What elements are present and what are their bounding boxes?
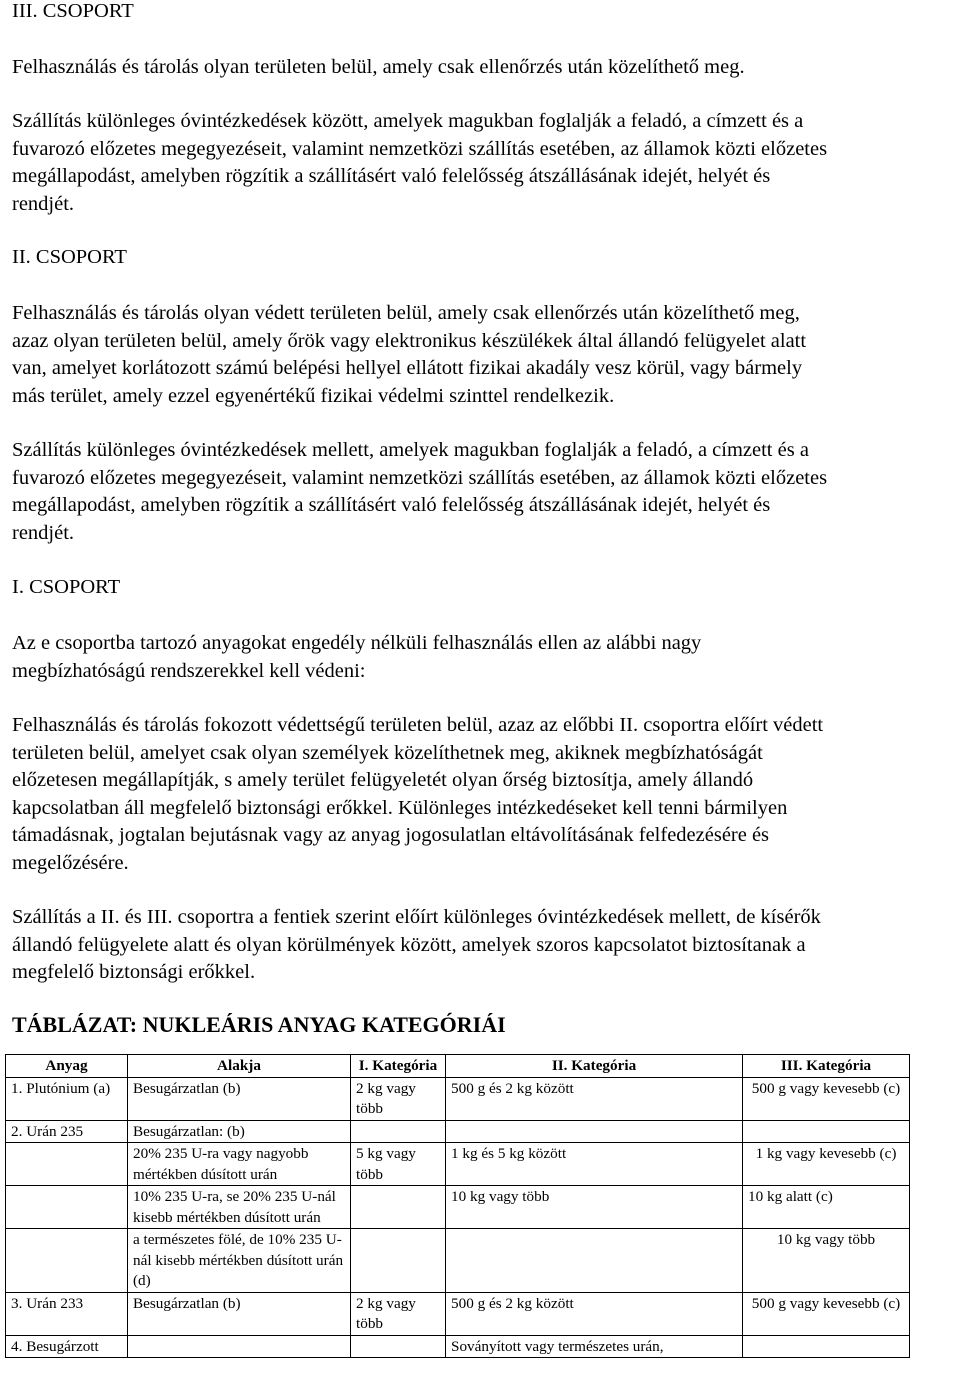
table-cell: Besugárzatlan: (b) <box>128 1120 351 1143</box>
table-cell <box>446 1120 743 1143</box>
table-cell: Besugárzatlan (b) <box>128 1292 351 1335</box>
text-line: területen belül, amelyet csak olyan személyek közelíthetnek meg, akiknek megbízhatóságát <box>12 741 763 764</box>
nuclear-material-category-table <box>5 1054 910 1358</box>
text-line: Felhasználás és tárolás olyan védett területen belül, amely csak ellenőrzés után közelíthető meg, <box>12 302 800 324</box>
text-line: megbízhatóságú rendszerekkel kell védeni: <box>12 659 366 682</box>
table-cell <box>351 1229 446 1293</box>
table-row <box>6 1335 910 1358</box>
table-row <box>6 1077 910 1120</box>
table-cell: 10 kg alatt (c) <box>743 1186 910 1229</box>
table-cell: Besugárzatlan (b) <box>128 1077 351 1120</box>
text-line: Szállítás különleges óvintézkedések között, amelyek magukban foglalják a feladó, a címzett és a <box>12 110 804 132</box>
group1-intro-paragraph <box>12 630 958 685</box>
table-cell: 10 kg vagy több <box>446 1186 743 1229</box>
table-cell <box>351 1335 446 1358</box>
table-cell: 500 g vagy kevesebb (c) <box>743 1292 910 1335</box>
group3-use-paragraph: Felhasználás és tárolás olyan területen belül, amely csak ellenőrzés után közelíthető meg. <box>12 56 745 78</box>
text-line: más terület, amely ezzel egyenértékű fizikai védelmi szinttel rendelkezik. <box>12 384 615 407</box>
table-cell: 5 kg vagy több <box>351 1143 446 1186</box>
table-cell <box>351 1120 446 1143</box>
table-row <box>6 1143 910 1186</box>
text-line: Szállítás a II. és III. csoportra a fentiek szerint előírt különleges óvintézkedések mellett, de kísérők <box>12 906 821 928</box>
group1-transport-paragraph <box>12 904 958 987</box>
table-cell: 2 kg vagy több <box>351 1077 446 1120</box>
table-cell: 4. Besugárzott <box>6 1335 128 1358</box>
table-cell <box>6 1229 128 1293</box>
text-line: azaz olyan területen belül, amely őrök vagy elektronikus készülékek által állandó felügyelet alatt <box>12 329 807 352</box>
table-cell: 1 kg és 5 kg között <box>446 1143 743 1186</box>
text-line: Az e csoportba tartozó anyagokat engedély nélküli felhasználás ellen az alábbi nagy <box>12 632 702 654</box>
header-form: Alakja <box>128 1055 351 1078</box>
table-cell: 3. Urán 233 <box>6 1292 128 1335</box>
text-line: fuvarozó előzetes megegyezéseit, valamint nemzetközi szállítás esetében, az államok közti előzetes <box>12 137 828 160</box>
text-line: megállapodást, amelyben rögzítik a szállításért való felelősség átszállásának idejét, helyét és <box>12 165 771 187</box>
text-line: rendjét. <box>12 521 75 544</box>
table-cell: 2 kg vagy több <box>351 1292 446 1335</box>
text-line: kapcsolatban áll megfelelő biztonsági erőkkel. Különleges intézkedéseket kell tenni bármilyen <box>12 796 788 819</box>
table-cell <box>351 1186 446 1229</box>
group3-transport-paragraph <box>12 108 958 218</box>
group1-use-paragraph <box>12 712 958 877</box>
table-cell: 1 kg vagy kevesebb (c) <box>743 1143 910 1186</box>
table-row <box>6 1120 910 1143</box>
table-cell: 1. Plutónium (a) <box>6 1077 128 1120</box>
table-cell: a természetes fölé, de 10% 235 U-nál kisebb mértékben dúsított urán (d) <box>128 1229 351 1293</box>
section-heading-2: II. CSOPORT <box>12 246 127 268</box>
table-cell: 2. Urán 235 <box>6 1120 128 1143</box>
table-cell <box>6 1186 128 1229</box>
table-title: TÁBLÁZAT: NUKLEÁRIS ANYAG KATEGÓRIÁI <box>12 1012 506 1037</box>
table-cell: 500 g és 2 kg között <box>446 1077 743 1120</box>
table-cell: Soványított vagy természetes urán, <box>446 1335 743 1358</box>
table-row <box>6 1186 910 1229</box>
group2-use-paragraph <box>12 300 958 410</box>
text-line: rendjét. <box>12 192 75 215</box>
table-cell <box>6 1143 128 1186</box>
table-cell <box>743 1335 910 1358</box>
table-row <box>6 1292 910 1335</box>
header-category-3: III. Kategória <box>743 1055 910 1078</box>
text-line: támadásnak, jogtalan bejutásnak vagy az anyag jogosulatlan eltávolításának felfedezésére és <box>12 824 770 846</box>
text-line: van, amelyet korlátozott számú belépési hellyel ellátott fizikai akadály vesz körül, vagy bármely <box>12 357 803 379</box>
text-line: megelőzésére. <box>12 851 129 874</box>
header-material: Anyag <box>6 1055 128 1078</box>
header-category-2: II. Kategória <box>446 1055 743 1078</box>
text-line: Szállítás különleges óvintézkedések mellett, amelyek magukban foglalják a feladó, a címzett és a <box>12 439 809 461</box>
table-cell: 20% 235 U-ra vagy nagyobb mértékben dúsított urán <box>128 1143 351 1186</box>
table-cell: 500 g és 2 kg között <box>446 1292 743 1335</box>
table-cell: 10 kg vagy több <box>743 1229 910 1293</box>
table-cell: 500 g vagy kevesebb (c) <box>743 1077 910 1120</box>
table-cell: 10% 235 U-ra, se 20% 235 U-nál kisebb mértékben dúsított urán <box>128 1186 351 1229</box>
table-row <box>6 1229 910 1293</box>
text-line: Felhasználás és tárolás fokozott védettségű területen belül, azaz az előbbi II. csoportra előírt védett <box>12 714 824 736</box>
text-line: állandó felügyelete alatt és olyan körülmények között, amelyek szoros kapcsolatot biztosítanak a <box>12 933 806 956</box>
text-line: megállapodást, amelyben rögzítik a szállításért való felelősség átszállásának idejét, helyét és <box>12 494 771 516</box>
text-line: fuvarozó előzetes megegyezéseit, valamint nemzetközi szállítás esetében, az államok közti előzetes <box>12 466 828 489</box>
section-heading-3: III. CSOPORT <box>12 0 134 22</box>
table-cell <box>446 1229 743 1293</box>
table-cell <box>743 1120 910 1143</box>
table-header-row <box>6 1055 910 1078</box>
text-line: megfelelő biztonsági erőkkel. <box>12 961 256 983</box>
group2-transport-paragraph <box>12 437 958 547</box>
text-line: előzetesen megállapítják, s amely terület felügyeletét olyan őrség biztosítja, amely állandó <box>12 769 754 791</box>
section-heading-1: I. CSOPORT <box>12 576 121 598</box>
table-cell <box>128 1335 351 1358</box>
header-category-1: I. Kategória <box>351 1055 446 1078</box>
